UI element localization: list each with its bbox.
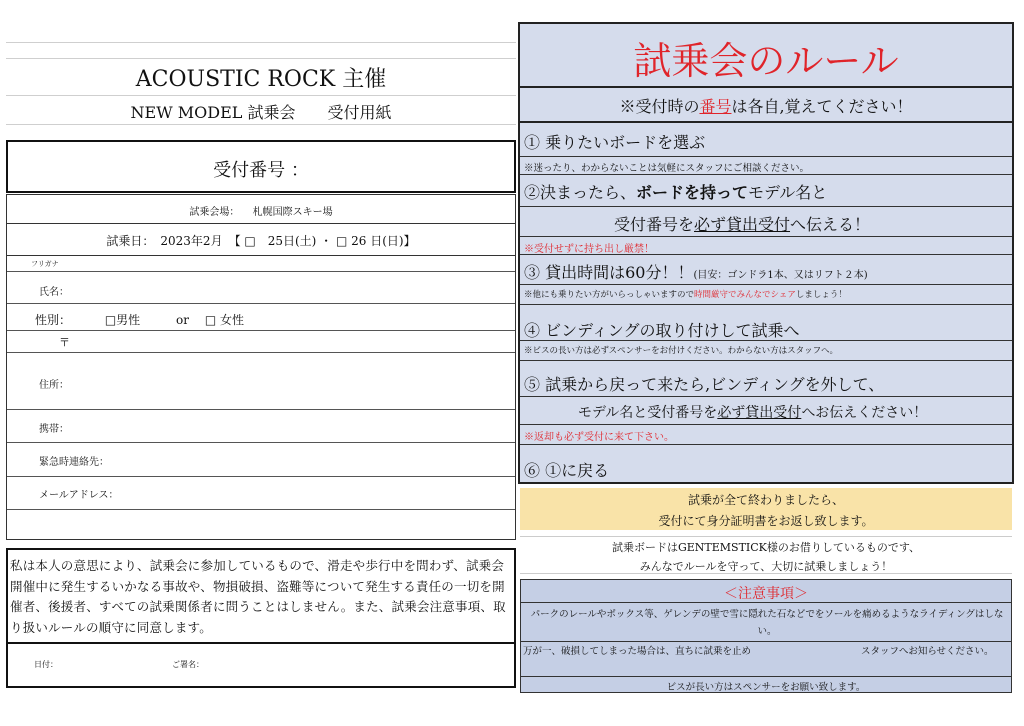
caution-item-2-b: スタッフへお知らせください。	[861, 646, 994, 657]
caution-item-2-a: 万が一、破損してしまった場合は、直ちに試乗を止め	[523, 646, 752, 657]
form-subtitle: NEW MODEL 試乗会 受付用紙	[130, 103, 392, 122]
postal-label: 〒	[59, 336, 70, 349]
date-sign-label: 日付：	[34, 660, 58, 669]
name-label: 氏名：	[39, 287, 69, 298]
emergency-contact-label: 緊急時連絡先：	[39, 457, 109, 468]
reception-number-box[interactable]	[6, 140, 516, 193]
borrow-line-1: 試乗ボードはGENTEMSTICK様のお借りしているものです、	[611, 541, 921, 554]
caution-item-2	[523, 644, 1009, 660]
notice-post: は各自,覚えてください！	[731, 97, 913, 116]
finish-box	[520, 488, 1012, 530]
rule-6: ⑥ ①に戻る	[524, 461, 610, 480]
finish-line-2: 受付にて身分証明書をお返し致します。	[658, 514, 874, 528]
caution-item-3: ビスが長い方はスペンサーをお願い致します。	[666, 682, 866, 693]
rule-2-c: モデル名と	[748, 183, 828, 202]
notice-pre: ※受付時の	[619, 97, 700, 116]
rule-3-main: ③ 貸出時間は60分！！	[524, 263, 694, 282]
gender-row[interactable]	[35, 311, 244, 328]
venue-value: 札幌国際スキー場	[252, 207, 333, 218]
rule-5-note: ※返却も必ず受付に来て下さい。	[524, 432, 674, 443]
or-text: or	[176, 313, 189, 327]
borrow-line-2: みんなでルールを守って、大切に試乗しましょう！	[639, 560, 893, 573]
rule-1-note: ※迷ったり、わからないことは気軽にスタッフにご相談ください。	[524, 163, 810, 174]
furigana-label: フリガナ	[31, 260, 59, 268]
address-label: 住所：	[39, 380, 69, 391]
notice-number: 番号	[699, 97, 732, 116]
caution-title: ＜注意事項＞	[724, 586, 808, 602]
male-checkbox[interactable]: □男性	[104, 313, 141, 327]
venue-date-box	[6, 194, 516, 256]
rule-2-line2-post: へ伝える！	[790, 215, 871, 234]
form-title: ACOUSTIC ROCK 主催	[135, 67, 387, 92]
rule-1: ① 乗りたいボードを選ぶ	[524, 133, 706, 152]
rule-2-bold: ボードを持って	[636, 183, 749, 202]
gender-label: 性別：	[35, 313, 72, 327]
rules-panel	[518, 22, 1014, 484]
rule-3-small: (目安：ゴンドラ1本、又はリフト２本)	[693, 270, 868, 281]
rule-3	[524, 260, 868, 283]
rule-5-line2-pre: モデル名と受付番号を	[578, 405, 718, 421]
mobile-label: 携帯：	[39, 424, 69, 435]
rule-2-line2	[614, 212, 870, 235]
finish-line-1: 試乗が全て終わりましたら、	[687, 493, 844, 507]
caution-item-1: パークのレールやボックス等、ゲレンデの壁で雪に隠れた石などでをソールを痛めるようなライディングはしない。	[530, 609, 1004, 637]
rule-4-note: ※ビスの長い方は必ずスペンサーをお付けください。わからない方はスタッフへ。	[524, 346, 838, 356]
venue-row	[7, 203, 515, 218]
rule-5: ⑤ 試乗から戻って来たら,ビンディングを外して、	[524, 375, 885, 394]
signature-label: ご署名：	[172, 660, 204, 669]
rule-5-line2	[578, 402, 927, 422]
rule-3-note-red: 時間厳守でみんなでシェア	[694, 290, 796, 300]
reception-number-label: 受付番号 ：	[213, 160, 309, 181]
rule-2	[524, 180, 827, 203]
rule-2-a: ②決まったら、	[524, 183, 637, 202]
agreement-text: 私は本人の意思により、試乗会に参加しているもので、滑走や歩行中を問わず、試乗会開催中に発生するいかなる事故や、物損破損、盗難等について発生する責任の一切を開催者、後援者、すべての試乗関係者に問うことはしません。また、試乗会注意事項、取り扱いルールの順守に同意します。	[10, 558, 506, 635]
date-row: 試乗日： 2023年2月 【 □ 25日(土) ・ □ 26 日(日)】	[106, 234, 416, 248]
borrow-box	[520, 536, 1012, 574]
rule-2-line2-u: 必ず貸出受付	[694, 215, 791, 234]
female-checkbox[interactable]: □ 女性	[204, 313, 244, 327]
venue-label: 試乗会場：	[189, 207, 240, 218]
rule-2-note: ※受付せずに持ち出し厳禁！	[524, 244, 654, 255]
rule-3-note-pre: ※他にも乗りたい方がいらっしゃいますので	[524, 290, 695, 300]
rule-5-line2-post: へお伝えください！	[801, 405, 928, 421]
rules-notice	[520, 94, 1012, 117]
rules-title: 試乗会のルール	[633, 39, 899, 83]
caution-box	[520, 579, 1012, 693]
rule-3-note	[524, 288, 847, 300]
personal-info-table	[6, 256, 516, 540]
rule-4: ④ ビンディングの取り付けして試乗へ	[524, 321, 800, 340]
rule-2-line2-pre: 受付番号を	[614, 215, 695, 234]
rule-3-note-post: しましょう！	[795, 290, 847, 300]
email-label: メールアドレス：	[39, 490, 119, 501]
rule-5-line2-u: 必ず貸出受付	[717, 405, 802, 421]
agreement-box	[6, 548, 516, 688]
